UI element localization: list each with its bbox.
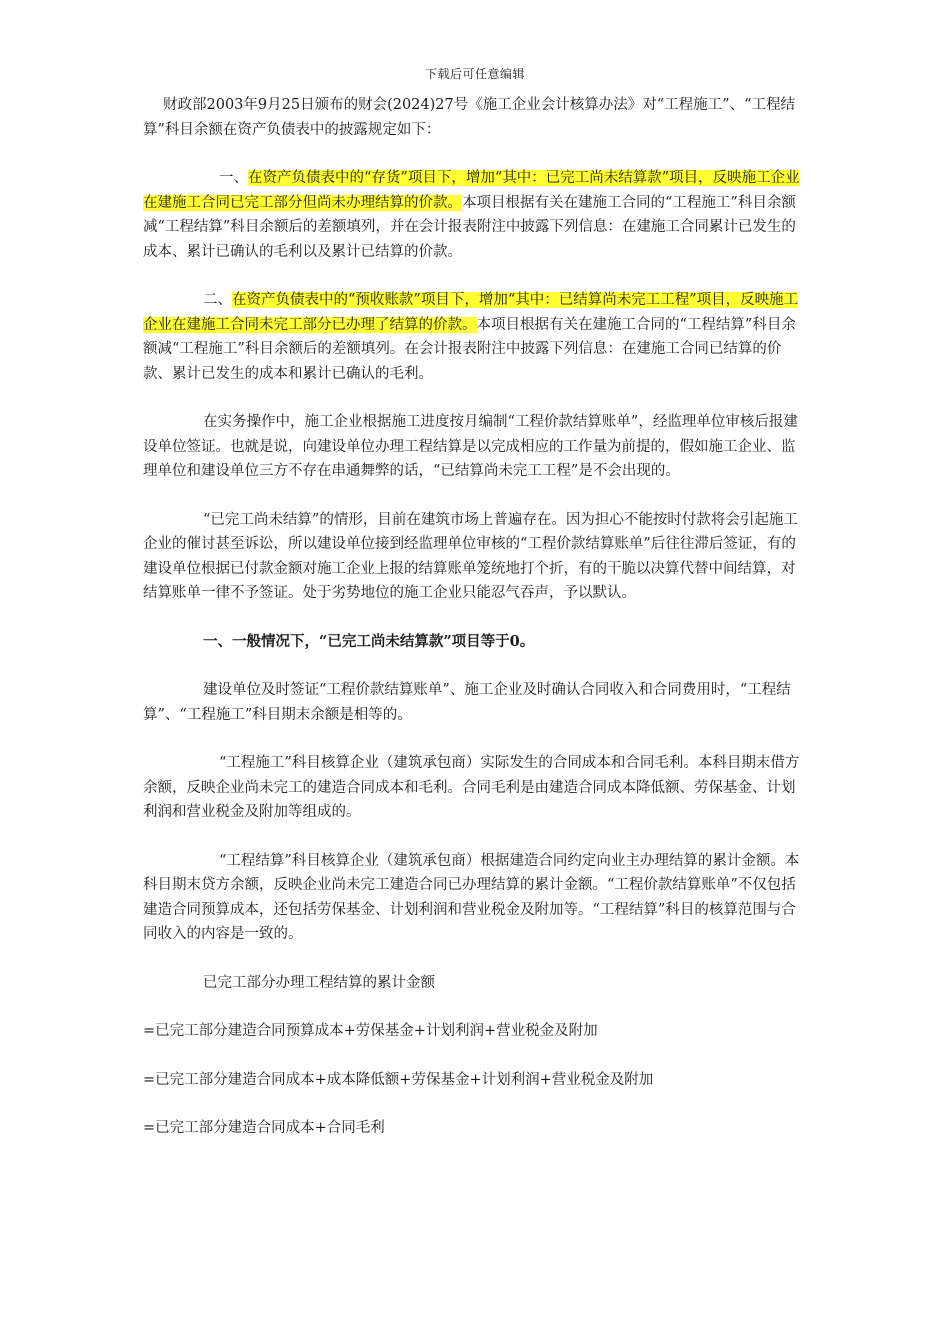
document-body (143, 93, 807, 1141)
formula-line-2: =已完工部分建造合同成本+成本降低额+劳保基金+计划利润+营业税金及附加 (143, 1071, 654, 1088)
rule-one-prefix: 一、 (219, 170, 248, 186)
practice-paragraph: 在实务操作中，施工企业根据施工进度按月编制“工程价款结算账单”，经监理单位审核后报建设单位签证。也就是说，向建设单位办理工程结算是以完成相应的工作量为前提的，假如施工企业、监理单位和建设单位三方不存在串通舞弊的话，“已结算尚未完工工程”是不会出现的。 (143, 414, 798, 479)
rule-two-rest: 本项目根据有关在建施工合同的“工程结算”科目余额减“工程施工”科目余额后的差额填列。在会计报表附注中披露下列信息：在建施工合同已结算的价款、累计已发生的成本和累计已确认的毛利。 (143, 316, 796, 382)
intro-paragraph: 财政部2003年9月25日颁布的财会(2024)27号《施工企业会计核算办法》对“工程施工”、“工程结算”科目余额在资产负债表中的披露规定如下： (143, 97, 795, 138)
rule-two-paragraph (143, 288, 807, 386)
construction-account-paragraph: “工程施工”科目核算企业（建筑承包商）实际发生的合同成本和合同毛利。本科目期末借方余额，反映企业尚未完工的建造合同成本和毛利。合同毛利是由建造合同成本降低额、劳保基金、计划利润和营业税金及附加等组成的。 (143, 755, 800, 820)
settlement-account-paragraph: “工程结算”科目核算企业（建筑承包商）根据建造合同约定向业主办理结算的累计金额。本科目期末贷方余额，反映企业尚未完工建造合同已办理结算的累计金额。“工程价款结算账单”不仅包括建造合同预算成本，还包括劳保基金、计划利润和营业税金及附加等。“工程结算”科目的核算范围与合同收入的内容是一致的。 (143, 852, 800, 942)
balance-paragraph: 建设单位及时签证“工程价款结算账单”、施工企业及时确认合同收入和合同费用时，“工程结算”、“工程施工”科目期末余额是相等的。 (143, 682, 791, 723)
rule-one-highlight: 在资产负债表中的“存货”项目下，增加“其中：已完工尚未结算款”项目，反映施工企业在建施工合同已完工部分但尚未办理结算的价款。 (143, 170, 800, 211)
rule-two-highlight: 在资产负债表中的“预收账款”项目下，增加“其中：已结算尚未完工工程”项目，反映施工企业在建施工合同未完工部分已办理了结算的价款。 (143, 292, 799, 333)
formula-title: 已完工部分办理工程结算的累计金额 (203, 974, 435, 991)
rule-two-prefix: 二、 (203, 292, 232, 308)
section-heading: 一、一般情况下，“已完工尚未结算款”项目等于0。 (203, 632, 535, 650)
formula-line-1: =已完工部分建造合同预算成本+劳保基金+计划利润+营业税金及附加 (143, 1023, 598, 1039)
formula-line-3: =已完工部分建造合同成本+合同毛利 (143, 1120, 385, 1136)
page-header: 下载后可任意编辑 (424, 67, 525, 81)
unsettled-paragraph: “已完工尚未结算”的情形，目前在建筑市场上普遍存在。因为担心不能按时付款将会引起施工企业的催讨甚至诉讼，所以建设单位接到经监理单位审核的“工程价款结算账单”后往往滞后签证，有的建设单位根据已付款金额对施工企业上报的结算账单笼统地打个折，有的干脆以决算代替中间结算，对结算账单一律不予签证。处于劣势地位的施工企业只能忍气吞声，予以默认。 (143, 511, 798, 601)
rule-one-rest: 本项目根据有关在建施工合同的“工程施工”科目余额减“工程结算”科目余额后的差额填列，并在会计报表附注中披露下列信息：在建施工合同累计已发生的成本、累计已确认的毛利以及累计已结算的价款。 (143, 194, 796, 260)
rule-one-paragraph (143, 166, 807, 264)
